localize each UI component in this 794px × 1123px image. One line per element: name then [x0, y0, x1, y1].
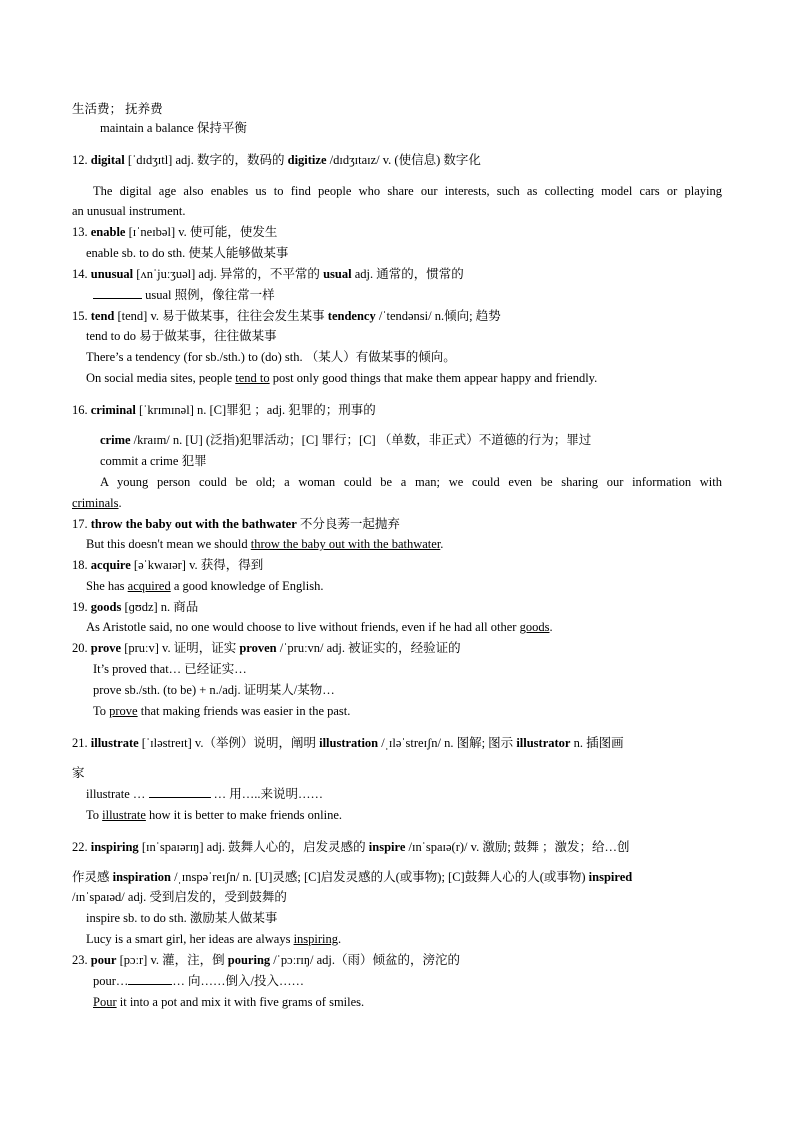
- entry-number: 17.: [72, 517, 88, 531]
- related-word-line: /ɪnˈspaɪəd/ adj. 受到启发的，受到鼓舞的: [72, 890, 287, 904]
- sentence-text: a good knowledge of English.: [170, 579, 324, 593]
- headword: tend: [90, 309, 115, 323]
- entry-number: 22.: [72, 840, 88, 854]
- sentence-text: She has: [86, 579, 128, 593]
- definition: /ˌɪnspəˈreɪʃn/ n. [U]灵感; [C]启发灵感的人(或事物); [C]鼓舞人心的人(或事物): [171, 870, 589, 884]
- entry-number: 18.: [72, 558, 88, 572]
- underlined-term: prove: [109, 704, 138, 718]
- fill-in-blank[interactable]: [128, 973, 172, 985]
- vocab-entry-19: [72, 599, 198, 615]
- entry-number: 12.: [72, 153, 88, 167]
- text-line: 家: [72, 766, 85, 780]
- sentence-text: .: [549, 620, 553, 634]
- entry-number: 21.: [72, 736, 88, 750]
- headword: enable: [90, 225, 126, 239]
- vocab-entry-20: [72, 640, 461, 656]
- phrase-line: tend to do 易于做某事，往往做某事: [86, 329, 277, 343]
- sentence-text: how it is better to make friends online.: [145, 808, 343, 822]
- definition: /ˈpɔːrɪŋ/ adj.（雨）倾盆的，滂沱的: [270, 953, 461, 967]
- headword: pouring: [227, 953, 271, 967]
- headword: digitize: [287, 153, 327, 167]
- definition: /dɪdʒɪtaɪz/ v. (使信息) 数字化: [326, 153, 481, 167]
- vocab-entry-23: [72, 952, 460, 968]
- phrase-line: It’s proved that… 已经证实…: [93, 662, 247, 676]
- definition: [pruːv] v. 证明，证实: [121, 641, 240, 655]
- headword: illustrate: [90, 736, 139, 750]
- definition: [ˈkrɪmɪnəl] n. [C]罪犯 ；adj. 犯罪的；刑事的: [135, 403, 376, 417]
- definition: adj. 通常的，惯常的: [351, 267, 464, 281]
- example-sentence: [93, 994, 364, 1010]
- headword: pour: [90, 953, 117, 967]
- headword: tendency: [327, 309, 376, 323]
- example-sentence: [86, 619, 553, 635]
- phrase-text: … 用…..来说明……: [210, 787, 324, 801]
- entry-number: 19.: [72, 600, 88, 614]
- definition: [ɡʊdz] n. 商品: [121, 600, 199, 614]
- phrase-line: [86, 786, 323, 802]
- headword: criminal: [90, 403, 136, 417]
- phrase-line: commit a crime 犯罪: [100, 454, 207, 468]
- phrase-text: usual 照例，像往常一样: [142, 288, 275, 302]
- definition: 不分良莠一起抛弃: [296, 517, 400, 531]
- headword: prove: [90, 641, 122, 655]
- definition: /ɪnˈspaɪə(r)/ v. 激励; 鼓舞 ；激发；给…创: [405, 840, 630, 854]
- fill-in-blank[interactable]: [93, 287, 142, 299]
- entry-number: 20.: [72, 641, 88, 655]
- phrase-line: [93, 287, 275, 303]
- example-sentence: an unusual instrument.: [72, 204, 186, 218]
- example-sentence: [86, 370, 597, 386]
- headword: proven: [239, 641, 277, 655]
- sentence-text: that making friends was easier in the past.: [137, 704, 351, 718]
- underlined-term: Pour: [93, 995, 117, 1009]
- phrase-line: There’s a tendency (for sb./sth.) to (do) sth. （某人）有做某事的倾向。: [86, 350, 456, 364]
- definition: [ɪnˈspaɪərɪŋ] adj. 鼓舞人心的，启发灵感的: [138, 840, 369, 854]
- definition: n. 插图画: [570, 736, 624, 750]
- vocab-entry-18: [72, 557, 263, 573]
- entry-number: 15.: [72, 309, 88, 323]
- entry-number: 23.: [72, 953, 88, 967]
- text-line: maintain a balance 保持平衡: [100, 121, 247, 135]
- vocab-entry-12: [72, 152, 481, 168]
- definition: /ˌɪləˈstreɪʃn/ n. 图解; 图示: [378, 736, 517, 750]
- phrase-text: pour…: [93, 974, 129, 988]
- text-line: 生活费； 抚养费: [72, 102, 163, 116]
- underlined-term: criminals: [72, 496, 119, 510]
- definition: [pɔːr] v. 灌，注，倒: [116, 953, 228, 967]
- sentence-text: But this doesn't mean we should: [86, 537, 251, 551]
- headword: acquire: [90, 558, 131, 572]
- vocab-entry-17: [72, 516, 400, 532]
- definition: [ʌnˈjuːʒuəl] adj. 异常的，不平常的: [133, 267, 324, 281]
- phrase-text: … 向……倒入/投入……: [172, 974, 305, 988]
- headword: inspire: [368, 840, 406, 854]
- underlined-term: illustrate: [102, 808, 146, 822]
- example-sentence: [86, 578, 323, 594]
- headword: digital: [90, 153, 125, 167]
- vocab-entry-13: [72, 224, 277, 240]
- definition: /ˈpruːvn/ adj. 被证实的，经验证的: [276, 641, 461, 655]
- sentence-text: To: [86, 808, 103, 822]
- vocab-entry-14: [72, 266, 464, 282]
- underlined-term: throw the baby out with the bathwater: [250, 537, 441, 551]
- sentence-text: .: [440, 537, 444, 551]
- vocab-entry-22: [72, 839, 630, 855]
- example-sentence: The digital age also enables us to find people who share our interests, such as collecting model cars or playing: [93, 184, 722, 198]
- headword: crime: [100, 433, 131, 447]
- underlined-term: tend to: [235, 371, 270, 385]
- vocab-entry-21: [72, 735, 624, 751]
- underlined-term: inspiring: [293, 932, 339, 946]
- sentence-text: post only good things that make them appear happy and friendly.: [269, 371, 598, 385]
- entry-number: 16.: [72, 403, 88, 417]
- sentence-text: it into a pot and mix it with five grams of smiles.: [116, 995, 365, 1009]
- vocab-entry-15: [72, 308, 501, 324]
- underlined-term: goods: [519, 620, 550, 634]
- headword: inspired: [588, 870, 633, 884]
- example-sentence: [86, 807, 342, 823]
- definition: [tend] v. 易于做某事，往往会发生某事: [114, 309, 328, 323]
- phrase-line: enable sb. to do sth. 使某人能够做某事: [86, 246, 289, 260]
- example-sentence: [86, 536, 443, 552]
- phrase-line: inspire sb. to do sth. 激励某人做某事: [86, 911, 278, 925]
- definition: /kraɪm/ n. [U] (泛指)犯罪活动；[C] 罪行；[C] （单数，非正式）不道德的行为；罪过: [130, 433, 592, 447]
- definition: /ˈtendənsi/ n.倾向; 趋势: [375, 309, 501, 323]
- definition: [ˈɪləstreɪt] v.（举例）说明，阐明: [138, 736, 320, 750]
- fill-in-blank[interactable]: [149, 786, 211, 798]
- related-word-line: [72, 869, 632, 885]
- phrase-text: illustrate …: [86, 787, 149, 801]
- definition: [ɪˈneɪbəl] v. 使可能，使发生: [125, 225, 278, 239]
- headword: throw the baby out with the bathwater: [90, 517, 297, 531]
- definition: [ˈdɪdʒɪtl] adj. 数字的，数码的: [124, 153, 288, 167]
- related-word-line: [100, 432, 591, 448]
- sentence-text: .: [338, 932, 342, 946]
- definition: [əˈkwaɪər] v. 获得，得到: [130, 558, 264, 572]
- definition: 作灵感: [72, 870, 113, 884]
- phrase-line: prove sb./sth. (to be) + n./adj. 证明某人/某物…: [93, 683, 335, 697]
- sentence-text: On social media sites, people: [86, 371, 236, 385]
- headword: inspiring: [90, 840, 139, 854]
- example-sentence: [93, 703, 350, 719]
- example-sentence: [72, 495, 122, 511]
- sentence-text: As Aristotle said, no one would choose to live without friends, even if he had all other: [86, 620, 520, 634]
- sentence-text: Lucy is a smart girl, her ideas are always: [86, 932, 294, 946]
- example-sentence: [86, 931, 341, 947]
- sentence-text: .: [118, 496, 122, 510]
- headword: unusual: [90, 267, 134, 281]
- headword: goods: [90, 600, 122, 614]
- entry-number: 13.: [72, 225, 88, 239]
- headword: inspiration: [112, 870, 171, 884]
- headword: usual: [323, 267, 352, 281]
- headword: illustration: [319, 736, 379, 750]
- sentence-text: To: [93, 704, 110, 718]
- example-sentence: A young person could be old; a woman could be a man; we could even be sharing our information with: [100, 475, 722, 489]
- vocab-entry-16: [72, 402, 376, 418]
- headword: illustrator: [516, 736, 571, 750]
- entry-number: 14.: [72, 267, 88, 281]
- phrase-line: [93, 973, 304, 989]
- underlined-term: acquired: [127, 579, 171, 593]
